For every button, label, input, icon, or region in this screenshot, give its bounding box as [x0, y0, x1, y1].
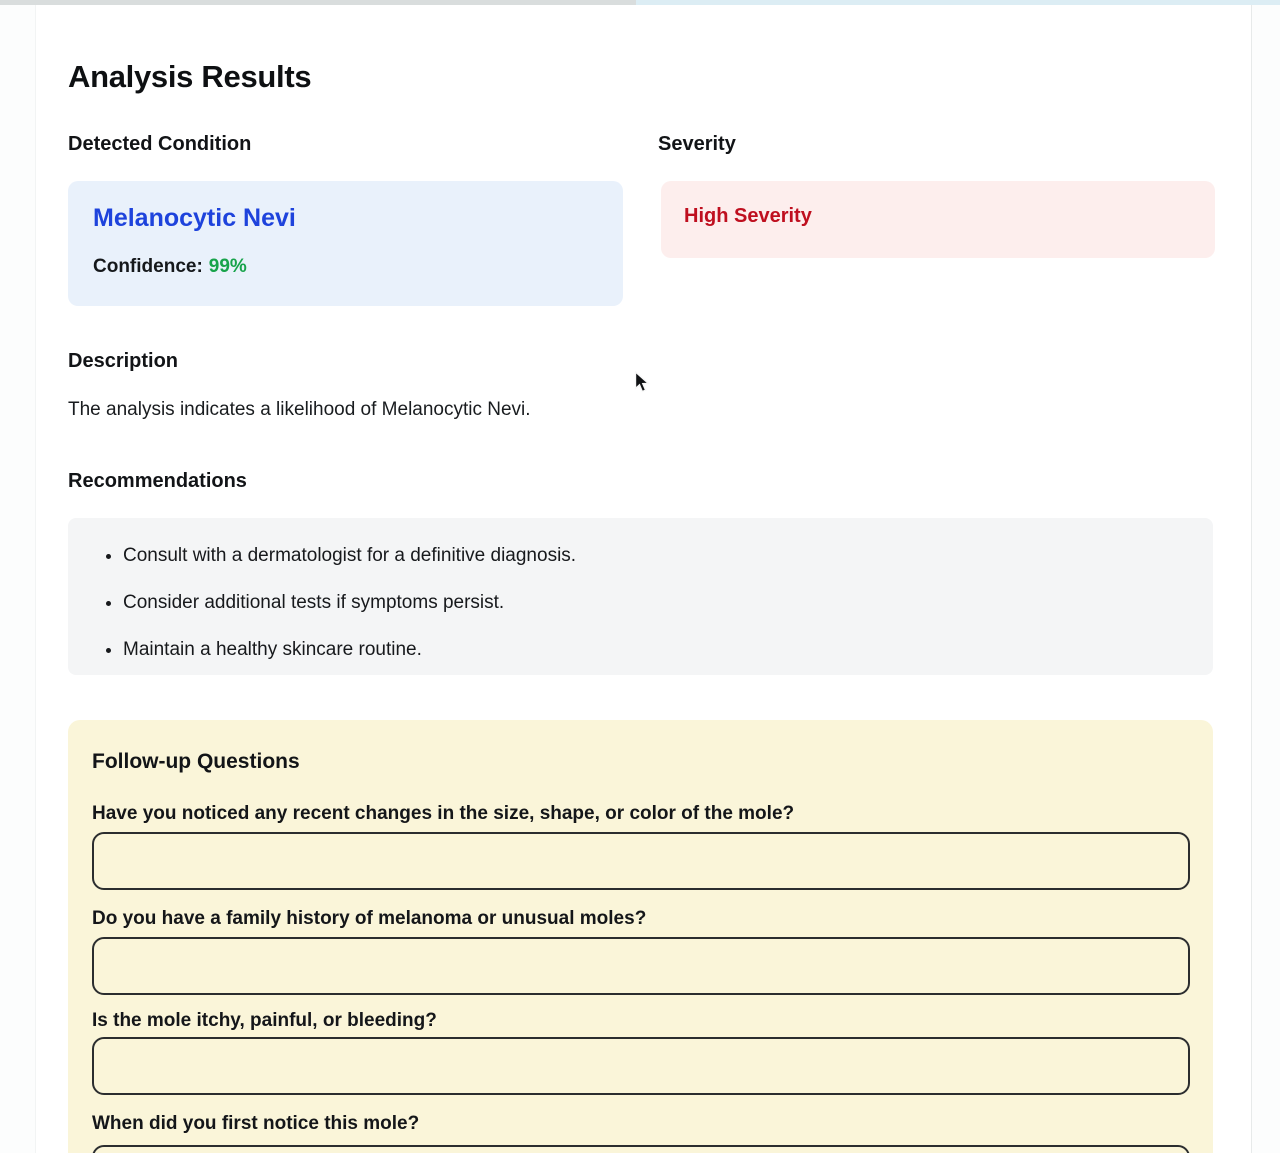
recommendations-list — [92, 545, 576, 686]
recommendation-item: • Consider additional tests if symptoms persist. — [123, 592, 576, 613]
confidence-line — [93, 256, 247, 278]
answer-input-2[interactable] — [92, 937, 1190, 995]
recommendation-item: • Maintain a healthy skincare routine. — [123, 639, 576, 660]
answer-input-3[interactable] — [92, 1037, 1190, 1095]
confidence-label: Confidence: — [93, 256, 203, 277]
question-label-3: Is the mole itchy, painful, or bleeding? — [92, 1010, 437, 1031]
confidence-value: 99% — [208, 256, 247, 277]
detected-condition-label: Detected Condition — [68, 133, 252, 155]
question-label-4: When did you first notice this mole? — [92, 1113, 420, 1134]
recommendations-label: Recommendations — [68, 470, 247, 492]
answer-input-1[interactable] — [92, 832, 1190, 890]
description-label: Description — [68, 350, 179, 372]
detected-condition-card — [68, 181, 623, 306]
question-label-2: Do you have a family history of melanoma or unusual moles? — [92, 908, 647, 929]
page-title: Analysis Results — [68, 59, 312, 94]
description-text: The analysis indicates a likelihood of Melanocytic Nevi. — [68, 399, 531, 420]
followup-title: Follow-up Questions — [92, 750, 300, 773]
condition-name: Melanocytic Nevi — [93, 204, 296, 232]
recommendation-item: • Consult with a dermatologist for a definitive diagnosis. — [123, 545, 576, 566]
answer-input-4[interactable] — [92, 1145, 1190, 1153]
severity-value: High Severity — [684, 205, 812, 227]
severity-label: Severity — [658, 133, 736, 155]
question-label-1: Have you noticed any recent changes in the size, shape, or color of the mole? — [92, 803, 795, 824]
